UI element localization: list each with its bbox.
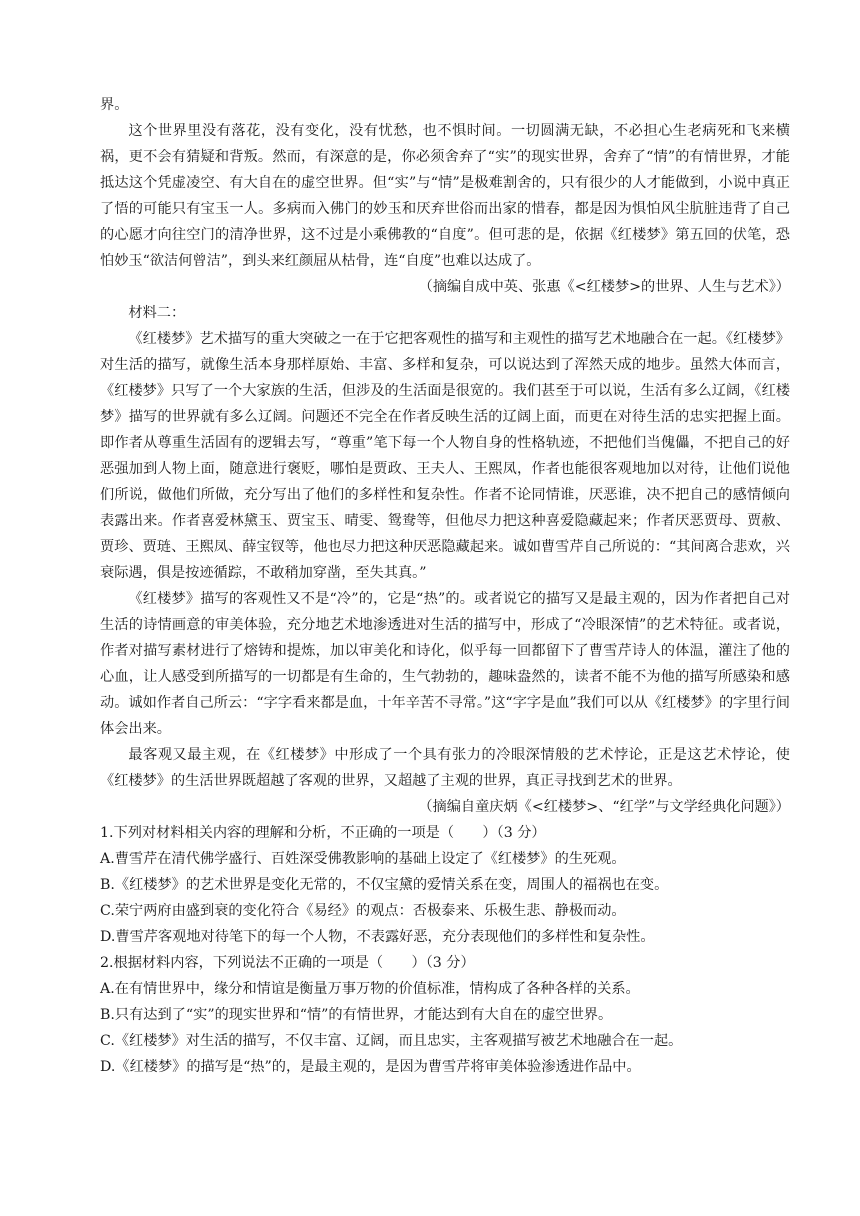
paragraph-1: 这个世界里没有落花，没有变化，没有忧愁，也不惧时间。一切圆满无缺，不必担心生老病死和飞来横祸，更不会有猜疑和背叛。然而，有深意的是，你必须舍弃了“实”的现实世界，舍弃了“情”的有情世界，才能抵达这个凭虚凌空、有大自在的虚空世界。但“实”与“情”是极难割舍的，只有很少的人才能做到，小说中真正了悟的可能只有宝玉一人。多病而入佛门的妙玉和厌弃世俗而出家的惜春，都是因为惧怕风尘肮脏违背了自己的心愿才向往空门的清净世界，这不过是小乘佛教的“自度”。但可悲的是，依据《红楼梦》第五回的伏笔，恐怕妙玉“欲洁何曾洁”，到头来红颜屈从枯骨，连“自度”也难以达成了。 — [100, 123, 790, 269]
material-2-label: 材料二： — [128, 305, 186, 321]
source-citation-1: （摘编自成中英、张惠《<红楼梦>的世界、人生与艺术》） — [418, 279, 790, 295]
document-page — [100, 92, 790, 1080]
question-stem: 2.根据材料内容，下列说法不正确的一项是（ ）（3 分） — [100, 955, 475, 971]
paragraph-2: 《红楼梦》艺术描写的重大突破之一在于它把客观性的描写和主观性的描写艺术地融合在一起。《红楼梦》对生活的描写，就像生活本身那样原始、丰富、多样和复杂，可以说达到了浑然天成的地步。虽然大体而言，《红楼梦》只写了一个大家族的生活，但涉及的生活面是很宽的。我们甚至于可以说，生活有多么辽阔，《红楼梦》描写的世界就有多么辽阔。问题还不完全在作者反映生活的辽阔上面，而更在对待生活的忠实把握上面。即作者从尊重生活固有的逻辑去写，“尊重”笔下每一个人物自身的性格轨迹，不把他们当傀儡，不把自己的好恶强加到人物上面，随意进行褒贬，哪怕是贾政、王夫人、王熙凤，作者也能很客观地加以对待，让他们说他们所说，做他们所做，充分写出了他们的多样性和复杂性。作者不论同情谁，厌恶谁，决不把自己的感情倾向表露出来。作者喜爱林黛玉、贾宝玉、晴雯、鸳鸯等，但他尽力把这种喜爱隐藏起来；作者厌恶贾母、贾赦、贾珍、贾琏、王熙凤、薛宝钗等，他也尽力把这种厌恶隐藏起来。诚如曹雪芹自己所说的：“其间离合悲欢，兴衰际遇，俱是按迹循踪，不敢稍加穿凿，至失其真。” — [100, 331, 790, 581]
option-b: B.《红楼梦》的艺术世界是变化无常的，不仅宝黛的爱情关系在变，周围人的福祸也在变。 — [100, 877, 669, 893]
option-a: A.在有情世界中，缘分和情谊是衡量万事万物的价值标准，情构成了各种各样的关系。 — [100, 981, 640, 997]
question-2 — [100, 950, 790, 1080]
option-d: D.曹雪芹客观地对待笔下的每一个人物，不表露好恶，充分表现他们的多样性和复杂性。 — [100, 929, 655, 945]
option-a: A.曹雪芹在清代佛学盛行、百姓深受佛教影响的基础上设定了《红楼梦》的生死观。 — [100, 851, 626, 867]
option-c: C.荣宁两府由盛到衰的变化符合《易经》的观点：否极泰来、乐极生悲、静极而动。 — [100, 903, 626, 919]
question-stem: 1.下列对材料相关内容的理解和分析，不正确的一项是（ ）（3 分） — [100, 825, 546, 841]
source-citation-2: （摘编自童庆炳《<红楼梦>、“红学”与文学经典化问题》） — [418, 799, 790, 815]
paragraph-continued: 界。 — [100, 97, 129, 113]
paragraph-4: 最客观又最主观，在《红楼梦》中形成了一个具有张力的冷眼深情般的艺术悖论，正是这艺术悖论，使《红楼梦》的生活世界既超越了客观的世界，又超越了主观的世界，真正寻找到艺术的世界。 — [100, 747, 790, 789]
paragraph-3: 《红楼梦》描写的客观性又不是“冷”的，它是“热”的。或者说它的描写又是最主观的，因为作者把自己对生活的诗情画意的审美体验，充分地艺术地渗透进对生活的描写中，形成了“冷眼深情”的艺术特征。或者说，作者对描写素材进行了熔铸和提炼，加以审美化和诗化，似乎每一回都留下了曹雪芹诗人的体温，灌注了他的心血，让人感受到所描写的一切都是有生命的，生气勃勃的，趣味盎然的，读者不能不为他的描写所感染和感动。诚如作者自己所云：“字字看来都是血，十年辛苦不寻常。”这“字字是血”我们可以从《红楼梦》的字里行间体会出来。 — [100, 591, 790, 737]
option-b: B.只有达到了“实”的现实世界和“情”的有情世界，才能达到有大自在的虚空世界。 — [100, 1007, 613, 1023]
option-d: D.《红楼梦》的描写是“热”的，是最主观的，是因为曹雪芹将审美体验渗透进作品中。 — [100, 1059, 641, 1075]
question-1 — [100, 820, 790, 950]
option-c: C.《红楼梦》对生活的描写，不仅丰富、辽阔，而且忠实，主客观描写被艺术地融合在一起。 — [100, 1033, 683, 1049]
